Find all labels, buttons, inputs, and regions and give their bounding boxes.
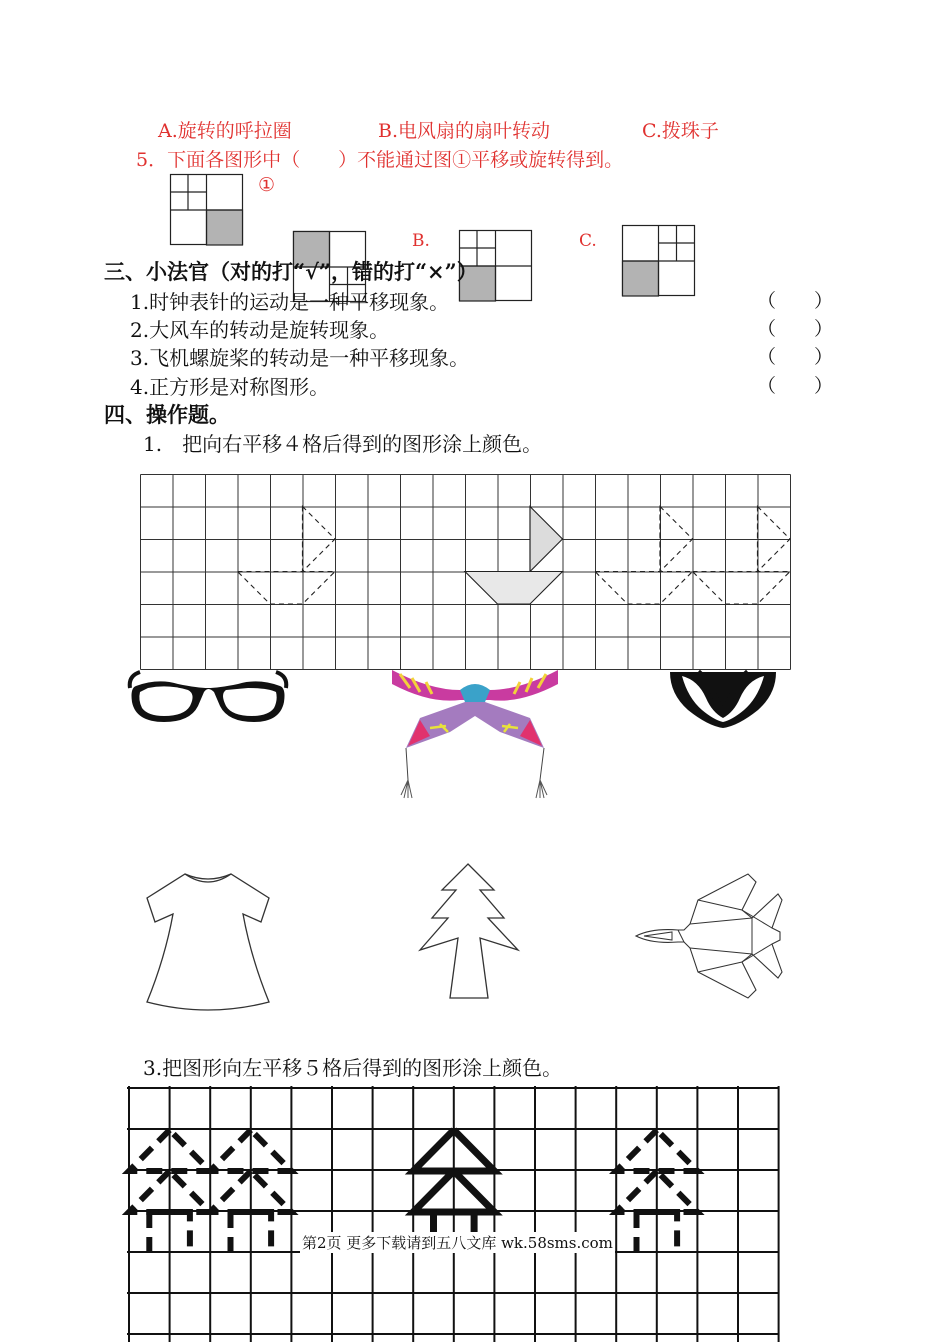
judge-blank-4[interactable]: （ ） (757, 375, 834, 397)
boat-dashed-2 (595, 507, 693, 605)
boat-dashed-3 (693, 507, 791, 605)
operation-q3: 3.把图形向左平移５格后得到的图形涂上颜色。 (143, 1056, 563, 1080)
figure-1-label: ① (258, 174, 276, 196)
label-b: B. (412, 231, 430, 251)
judge-item-2: 2.大风车的转动是旋转现象。 (130, 318, 390, 342)
judge-blank-1[interactable]: （ ） (757, 290, 834, 312)
operation-q1: 1. 把向右平移４格后得到的图形涂上颜色。 (143, 432, 543, 456)
judge-blank-2[interactable]: （ ） (757, 318, 834, 340)
tree-picture (418, 862, 520, 1002)
question-5: 5．下面各图形中（ ）不能通过图①平移或旋转得到。 (136, 149, 624, 171)
tree-grid[interactable] (127, 1086, 783, 1342)
emblem-picture (668, 668, 778, 730)
dress-picture (143, 868, 273, 1018)
option-b: B.电风扇的扇叶转动 (378, 120, 551, 142)
judge-item-3: 3.飞机螺旋桨的转动是一种平移现象。 (130, 346, 470, 370)
kite-picture (390, 668, 560, 803)
label-c: C. (579, 231, 597, 251)
boat-dashed-1 (238, 507, 336, 605)
judge-blank-3[interactable]: （ ） (757, 346, 834, 368)
option-c: C.拨珠子 (642, 120, 719, 142)
judge-item-4: 4.正方形是对称图形。 (130, 375, 330, 399)
jet-picture (632, 870, 784, 1002)
boat-grid[interactable] (140, 474, 792, 672)
section-4-title: 四、操作题。 (104, 402, 230, 427)
section-3-title: 三、小法官（对的打“√”，错的打“×”） (104, 259, 478, 284)
glasses-picture (128, 668, 288, 728)
boat-original (465, 507, 563, 605)
figure-option-c (622, 225, 696, 297)
judge-item-1: 1.时钟表针的运动是一种平移现象。 (130, 290, 450, 314)
page-footer: 第2页 更多下载请到五八文库 wk.58sms.com (302, 1234, 613, 1252)
option-a: A.旋转的呼拉圈 (158, 120, 292, 142)
figure-1 (170, 174, 244, 246)
